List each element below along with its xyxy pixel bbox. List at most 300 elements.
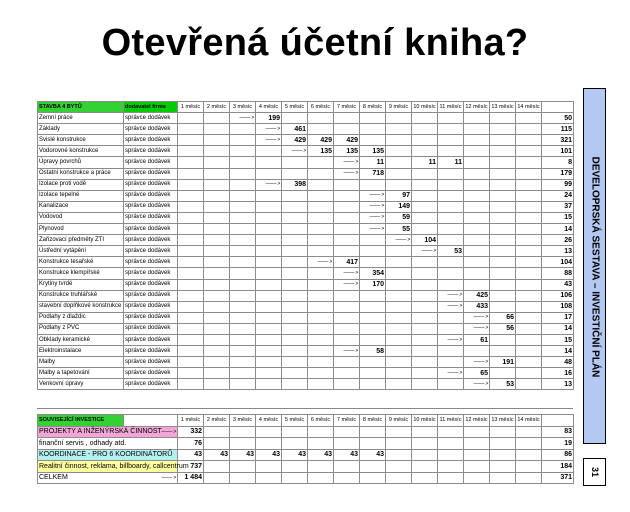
empty-cell [360, 290, 386, 301]
schedule-arrow [256, 179, 282, 190]
month-value: 59 [386, 212, 412, 223]
row-total: 371 [542, 472, 574, 484]
row-total: 14 [542, 224, 574, 235]
empty-cell [386, 438, 412, 450]
row-supplier: správce dodávek [124, 257, 178, 268]
empty-cell [412, 257, 438, 268]
month-header: 4 měsíc [256, 415, 282, 427]
empty-cell [178, 379, 204, 390]
empty-cell [308, 190, 334, 201]
empty-cell [308, 301, 334, 312]
schedule-arrow [334, 279, 360, 290]
empty-cell [386, 268, 412, 279]
empty-cell [412, 301, 438, 312]
empty-cell [308, 168, 334, 179]
related-investments-table [37, 414, 574, 484]
empty-cell [308, 290, 334, 301]
empty-cell [256, 212, 282, 223]
empty-cell [334, 368, 360, 379]
empty-cell [308, 346, 334, 357]
arrow-marker: -------- > [161, 428, 176, 435]
empty-cell [334, 235, 360, 246]
arrow-marker: -------- > [395, 236, 410, 243]
table-row [38, 323, 574, 334]
month-header: 6 měsíc [308, 415, 334, 427]
table-row [38, 179, 574, 190]
empty-cell [256, 379, 282, 390]
empty-cell [308, 124, 334, 135]
row-supplier: správce dodávek [124, 157, 178, 168]
empty-cell [438, 472, 464, 484]
empty-cell [386, 357, 412, 368]
table-row [38, 449, 574, 461]
empty-cell [464, 212, 490, 223]
schedule-arrow [464, 312, 490, 323]
arrow-marker: -------- > [473, 325, 488, 332]
empty-cell [516, 279, 542, 290]
empty-cell [230, 438, 256, 450]
empty-cell [204, 246, 230, 257]
empty-cell [490, 190, 516, 201]
empty-cell [360, 379, 386, 390]
empty-cell [230, 124, 256, 135]
month-value: 135 [360, 146, 386, 157]
schedule-arrow [464, 323, 490, 334]
empty-cell [204, 157, 230, 168]
month-header: 8 měsíc [360, 415, 386, 427]
row-name: Konstrukce klempířské [38, 268, 124, 279]
empty-cell [282, 201, 308, 212]
empty-cell [490, 246, 516, 257]
empty-cell [256, 146, 282, 157]
schedule-arrow [360, 201, 386, 212]
empty-cell [490, 334, 516, 345]
empty-cell [386, 426, 412, 438]
month-value: 53 [490, 379, 516, 390]
row-supplier: správce dodávek [124, 201, 178, 212]
arrow-marker: -------- > [369, 192, 384, 199]
month-value: 43 [282, 449, 308, 461]
empty-cell [490, 146, 516, 157]
empty-cell [464, 113, 490, 124]
empty-cell [516, 472, 542, 484]
month-header: 5 měsíc [282, 102, 308, 113]
empty-cell [516, 168, 542, 179]
empty-cell [230, 312, 256, 323]
row-name: Svislé konstrukce [38, 135, 124, 146]
empty-cell [334, 224, 360, 235]
empty-cell [386, 257, 412, 268]
month-header: 3 měsíc [230, 415, 256, 427]
empty-cell [464, 438, 490, 450]
empty-cell [412, 368, 438, 379]
empty-cell [360, 312, 386, 323]
empty-cell [230, 157, 256, 168]
month-value: 718 [360, 168, 386, 179]
month-value: 1 484 [178, 472, 204, 484]
row-name: Venkovní úpravy [38, 379, 124, 390]
empty-cell [386, 279, 412, 290]
empty-cell [308, 212, 334, 223]
empty-cell [204, 257, 230, 268]
empty-cell [490, 124, 516, 135]
row-supplier: správce dodávek [124, 268, 178, 279]
empty-cell [282, 461, 308, 473]
empty-cell [230, 461, 256, 473]
side-label: DEVELOPRSKÁ SESTAVA – INVESTIČNÍ PLÁN [589, 156, 601, 378]
empty-cell [360, 124, 386, 135]
row-total: 321 [542, 135, 574, 146]
empty-cell [438, 135, 464, 146]
empty-cell [308, 279, 334, 290]
empty-cell [178, 201, 204, 212]
month-value: 43 [178, 449, 204, 461]
empty-cell [464, 168, 490, 179]
month-header: 14 měsíc [516, 415, 542, 427]
empty-cell [178, 190, 204, 201]
empty-cell [230, 301, 256, 312]
empty-cell [256, 268, 282, 279]
empty-cell [490, 135, 516, 146]
empty-cell [516, 268, 542, 279]
month-header: 2 měsíc [204, 415, 230, 427]
empty-cell [412, 323, 438, 334]
empty-cell [412, 379, 438, 390]
empty-cell [412, 268, 438, 279]
empty-cell [464, 426, 490, 438]
arrow-marker: -------- > [473, 358, 488, 365]
arrow-marker: -------- > [447, 336, 462, 343]
empty-cell [282, 235, 308, 246]
table-row [38, 426, 574, 438]
empty-cell [464, 124, 490, 135]
empty-cell [464, 257, 490, 268]
empty-cell [360, 235, 386, 246]
schedule-arrow [438, 301, 464, 312]
header-row [38, 415, 574, 427]
empty-cell [438, 201, 464, 212]
empty-cell [178, 346, 204, 357]
supplier-header: dodavatel firma [124, 102, 178, 113]
empty-cell [308, 235, 334, 246]
empty-cell [516, 235, 542, 246]
empty-cell [230, 290, 256, 301]
row-name: KOORDINACE - PRO 6 KOORDINÁTORŮ [38, 449, 178, 461]
empty-cell [178, 179, 204, 190]
empty-cell [412, 426, 438, 438]
empty-cell [256, 461, 282, 473]
empty-cell [256, 279, 282, 290]
row-total: 108 [542, 301, 574, 312]
empty-cell [124, 415, 178, 427]
empty-cell [490, 157, 516, 168]
empty-cell [204, 113, 230, 124]
row-supplier: správce dodávek [124, 190, 178, 201]
month-value: 398 [282, 179, 308, 190]
empty-cell [412, 179, 438, 190]
row-supplier: správce dodávek [124, 124, 178, 135]
arrow-marker: -------- > [473, 380, 488, 387]
empty-cell [256, 346, 282, 357]
arrow-marker: -------- > [265, 136, 280, 143]
table-separator [37, 408, 573, 409]
empty-cell [490, 268, 516, 279]
empty-cell [178, 301, 204, 312]
empty-cell [282, 346, 308, 357]
empty-cell [464, 179, 490, 190]
empty-cell [204, 179, 230, 190]
empty-cell [438, 312, 464, 323]
empty-cell [230, 224, 256, 235]
empty-cell [334, 312, 360, 323]
table-row [38, 113, 574, 124]
row-supplier: správce dodávek [124, 179, 178, 190]
month-value: 56 [490, 323, 516, 334]
empty-cell [438, 426, 464, 438]
empty-cell [204, 379, 230, 390]
empty-cell [334, 212, 360, 223]
empty-cell [256, 312, 282, 323]
empty-cell [516, 135, 542, 146]
empty-cell [256, 235, 282, 246]
schedule-arrow [256, 124, 282, 135]
empty-cell [516, 323, 542, 334]
empty-cell [230, 257, 256, 268]
month-header: 7 měsíc [334, 415, 360, 427]
row-supplier: správce dodávek [124, 379, 178, 390]
empty-cell [178, 135, 204, 146]
table-row [38, 334, 574, 345]
empty-cell [334, 461, 360, 473]
schedule-arrow [334, 157, 360, 168]
empty-cell [282, 312, 308, 323]
month-value: 43 [204, 449, 230, 461]
empty-cell [516, 461, 542, 473]
schedule-arrow [360, 224, 386, 235]
empty-cell [412, 357, 438, 368]
empty-cell [438, 379, 464, 390]
empty-cell [464, 201, 490, 212]
month-header: 2 měsíc [204, 102, 230, 113]
empty-cell [412, 449, 438, 461]
row-name: Izolace tepelné [38, 190, 124, 201]
arrow-marker: -------- > [421, 247, 436, 254]
empty-cell [490, 346, 516, 357]
empty-cell [308, 179, 334, 190]
month-header: 7 měsíc [334, 102, 360, 113]
month-value: 429 [282, 135, 308, 146]
empty-cell [308, 438, 334, 450]
empty-cell [516, 146, 542, 157]
empty-cell [282, 279, 308, 290]
empty-cell [204, 124, 230, 135]
empty-cell [516, 426, 542, 438]
empty-cell [516, 212, 542, 223]
empty-cell [360, 257, 386, 268]
month-value: 55 [386, 224, 412, 235]
empty-cell [438, 190, 464, 201]
row-name: finanční servis , odhady atd. [38, 438, 178, 450]
empty-cell [204, 279, 230, 290]
empty-cell [334, 472, 360, 484]
empty-cell [282, 472, 308, 484]
empty-cell [438, 124, 464, 135]
arrow-marker: -------- > [447, 292, 462, 299]
empty-cell [490, 472, 516, 484]
empty-cell [438, 438, 464, 450]
empty-cell [386, 301, 412, 312]
empty-cell [516, 246, 542, 257]
total-header [542, 415, 574, 427]
row-name: Obklady keramické [38, 334, 124, 345]
schedule-arrow [282, 146, 308, 157]
arrow-marker: -------- > [291, 147, 306, 154]
month-header: 10 měsíc [412, 102, 438, 113]
empty-cell [490, 201, 516, 212]
row-name: Konstrukce tesařské [38, 257, 124, 268]
empty-cell [230, 357, 256, 368]
empty-cell [334, 179, 360, 190]
month-value: 97 [386, 190, 412, 201]
arrow-marker: -------- > [265, 181, 280, 188]
arrow-marker: -------- > [343, 159, 358, 166]
empty-cell [282, 379, 308, 390]
row-total: 104 [542, 257, 574, 268]
empty-cell [412, 224, 438, 235]
row-total: 101 [542, 146, 574, 157]
empty-cell [490, 224, 516, 235]
month-value: 104 [412, 235, 438, 246]
arrow-marker: -------- > [473, 314, 488, 321]
empty-cell [334, 301, 360, 312]
table-row [38, 290, 574, 301]
row-total: 115 [542, 124, 574, 135]
row-supplier: správce dodávek [124, 312, 178, 323]
empty-cell [438, 146, 464, 157]
row-supplier: správce dodávek [124, 301, 178, 312]
empty-cell [308, 472, 334, 484]
row-total: 99 [542, 179, 574, 190]
empty-cell [178, 235, 204, 246]
table-row [38, 246, 574, 257]
empty-cell [230, 235, 256, 246]
empty-cell [178, 257, 204, 268]
month-value: 135 [334, 146, 360, 157]
empty-cell [490, 279, 516, 290]
row-name: Podlahy z dlaždic [38, 312, 124, 323]
empty-cell [308, 368, 334, 379]
table-row [38, 301, 574, 312]
month-value: 61 [464, 334, 490, 345]
row-supplier: správce dodávek [124, 212, 178, 223]
row-name: Elektroinstalace [38, 346, 124, 357]
table-row [38, 201, 574, 212]
month-value: 135 [308, 146, 334, 157]
schedule-arrow [438, 290, 464, 301]
row-name: Ústřední vytápění [38, 246, 124, 257]
month-header: 12 měsíc [464, 415, 490, 427]
empty-cell [256, 472, 282, 484]
empty-cell [204, 235, 230, 246]
month-header: 14 měsíc [516, 102, 542, 113]
empty-cell [334, 113, 360, 124]
empty-cell [360, 426, 386, 438]
table-row [38, 472, 574, 484]
table-row [38, 212, 574, 223]
row-total: 37 [542, 201, 574, 212]
empty-cell [178, 323, 204, 334]
row-total: 24 [542, 190, 574, 201]
arrow-marker: -------- > [447, 303, 462, 310]
table-row [38, 257, 574, 268]
empty-cell [282, 190, 308, 201]
empty-cell [490, 438, 516, 450]
empty-cell [516, 113, 542, 124]
empty-cell [308, 334, 334, 345]
empty-cell [516, 346, 542, 357]
empty-cell [204, 201, 230, 212]
month-header: 6 měsíc [308, 102, 334, 113]
schedule-arrow [386, 235, 412, 246]
empty-cell [360, 357, 386, 368]
empty-cell [412, 168, 438, 179]
month-header: 5 měsíc [282, 415, 308, 427]
empty-cell [516, 301, 542, 312]
empty-cell [230, 334, 256, 345]
row-supplier: správce dodávek [124, 323, 178, 334]
empty-cell [334, 290, 360, 301]
empty-cell [230, 472, 256, 484]
empty-cell [490, 212, 516, 223]
empty-cell [360, 135, 386, 146]
empty-cell [334, 190, 360, 201]
empty-cell [282, 334, 308, 345]
empty-cell [360, 461, 386, 473]
arrow-marker: -------- > [317, 258, 332, 265]
empty-cell [386, 124, 412, 135]
row-total: 88 [542, 268, 574, 279]
empty-cell [178, 224, 204, 235]
empty-cell [516, 224, 542, 235]
table-row [38, 157, 574, 168]
row-total: 83 [542, 426, 574, 438]
empty-cell [490, 368, 516, 379]
empty-cell [178, 124, 204, 135]
arrow-marker: -------- > [369, 203, 384, 210]
row-name: Ostatní konstrukce a práce [38, 168, 124, 179]
empty-cell [256, 157, 282, 168]
empty-cell [438, 179, 464, 190]
empty-cell [412, 346, 438, 357]
empty-cell [256, 190, 282, 201]
row-total: 86 [542, 449, 574, 461]
empty-cell [490, 449, 516, 461]
row-total: 50 [542, 113, 574, 124]
empty-cell [178, 312, 204, 323]
row-total: 13 [542, 246, 574, 257]
empty-cell [464, 146, 490, 157]
empty-cell [334, 323, 360, 334]
empty-cell [308, 224, 334, 235]
month-header: 12 měsíc [464, 102, 490, 113]
empty-cell [516, 449, 542, 461]
empty-cell [256, 368, 282, 379]
empty-cell [204, 461, 230, 473]
row-supplier: správce dodávek [124, 279, 178, 290]
schedule-arrow [334, 168, 360, 179]
empty-cell [386, 113, 412, 124]
arrow-marker: -------- > [239, 114, 254, 121]
